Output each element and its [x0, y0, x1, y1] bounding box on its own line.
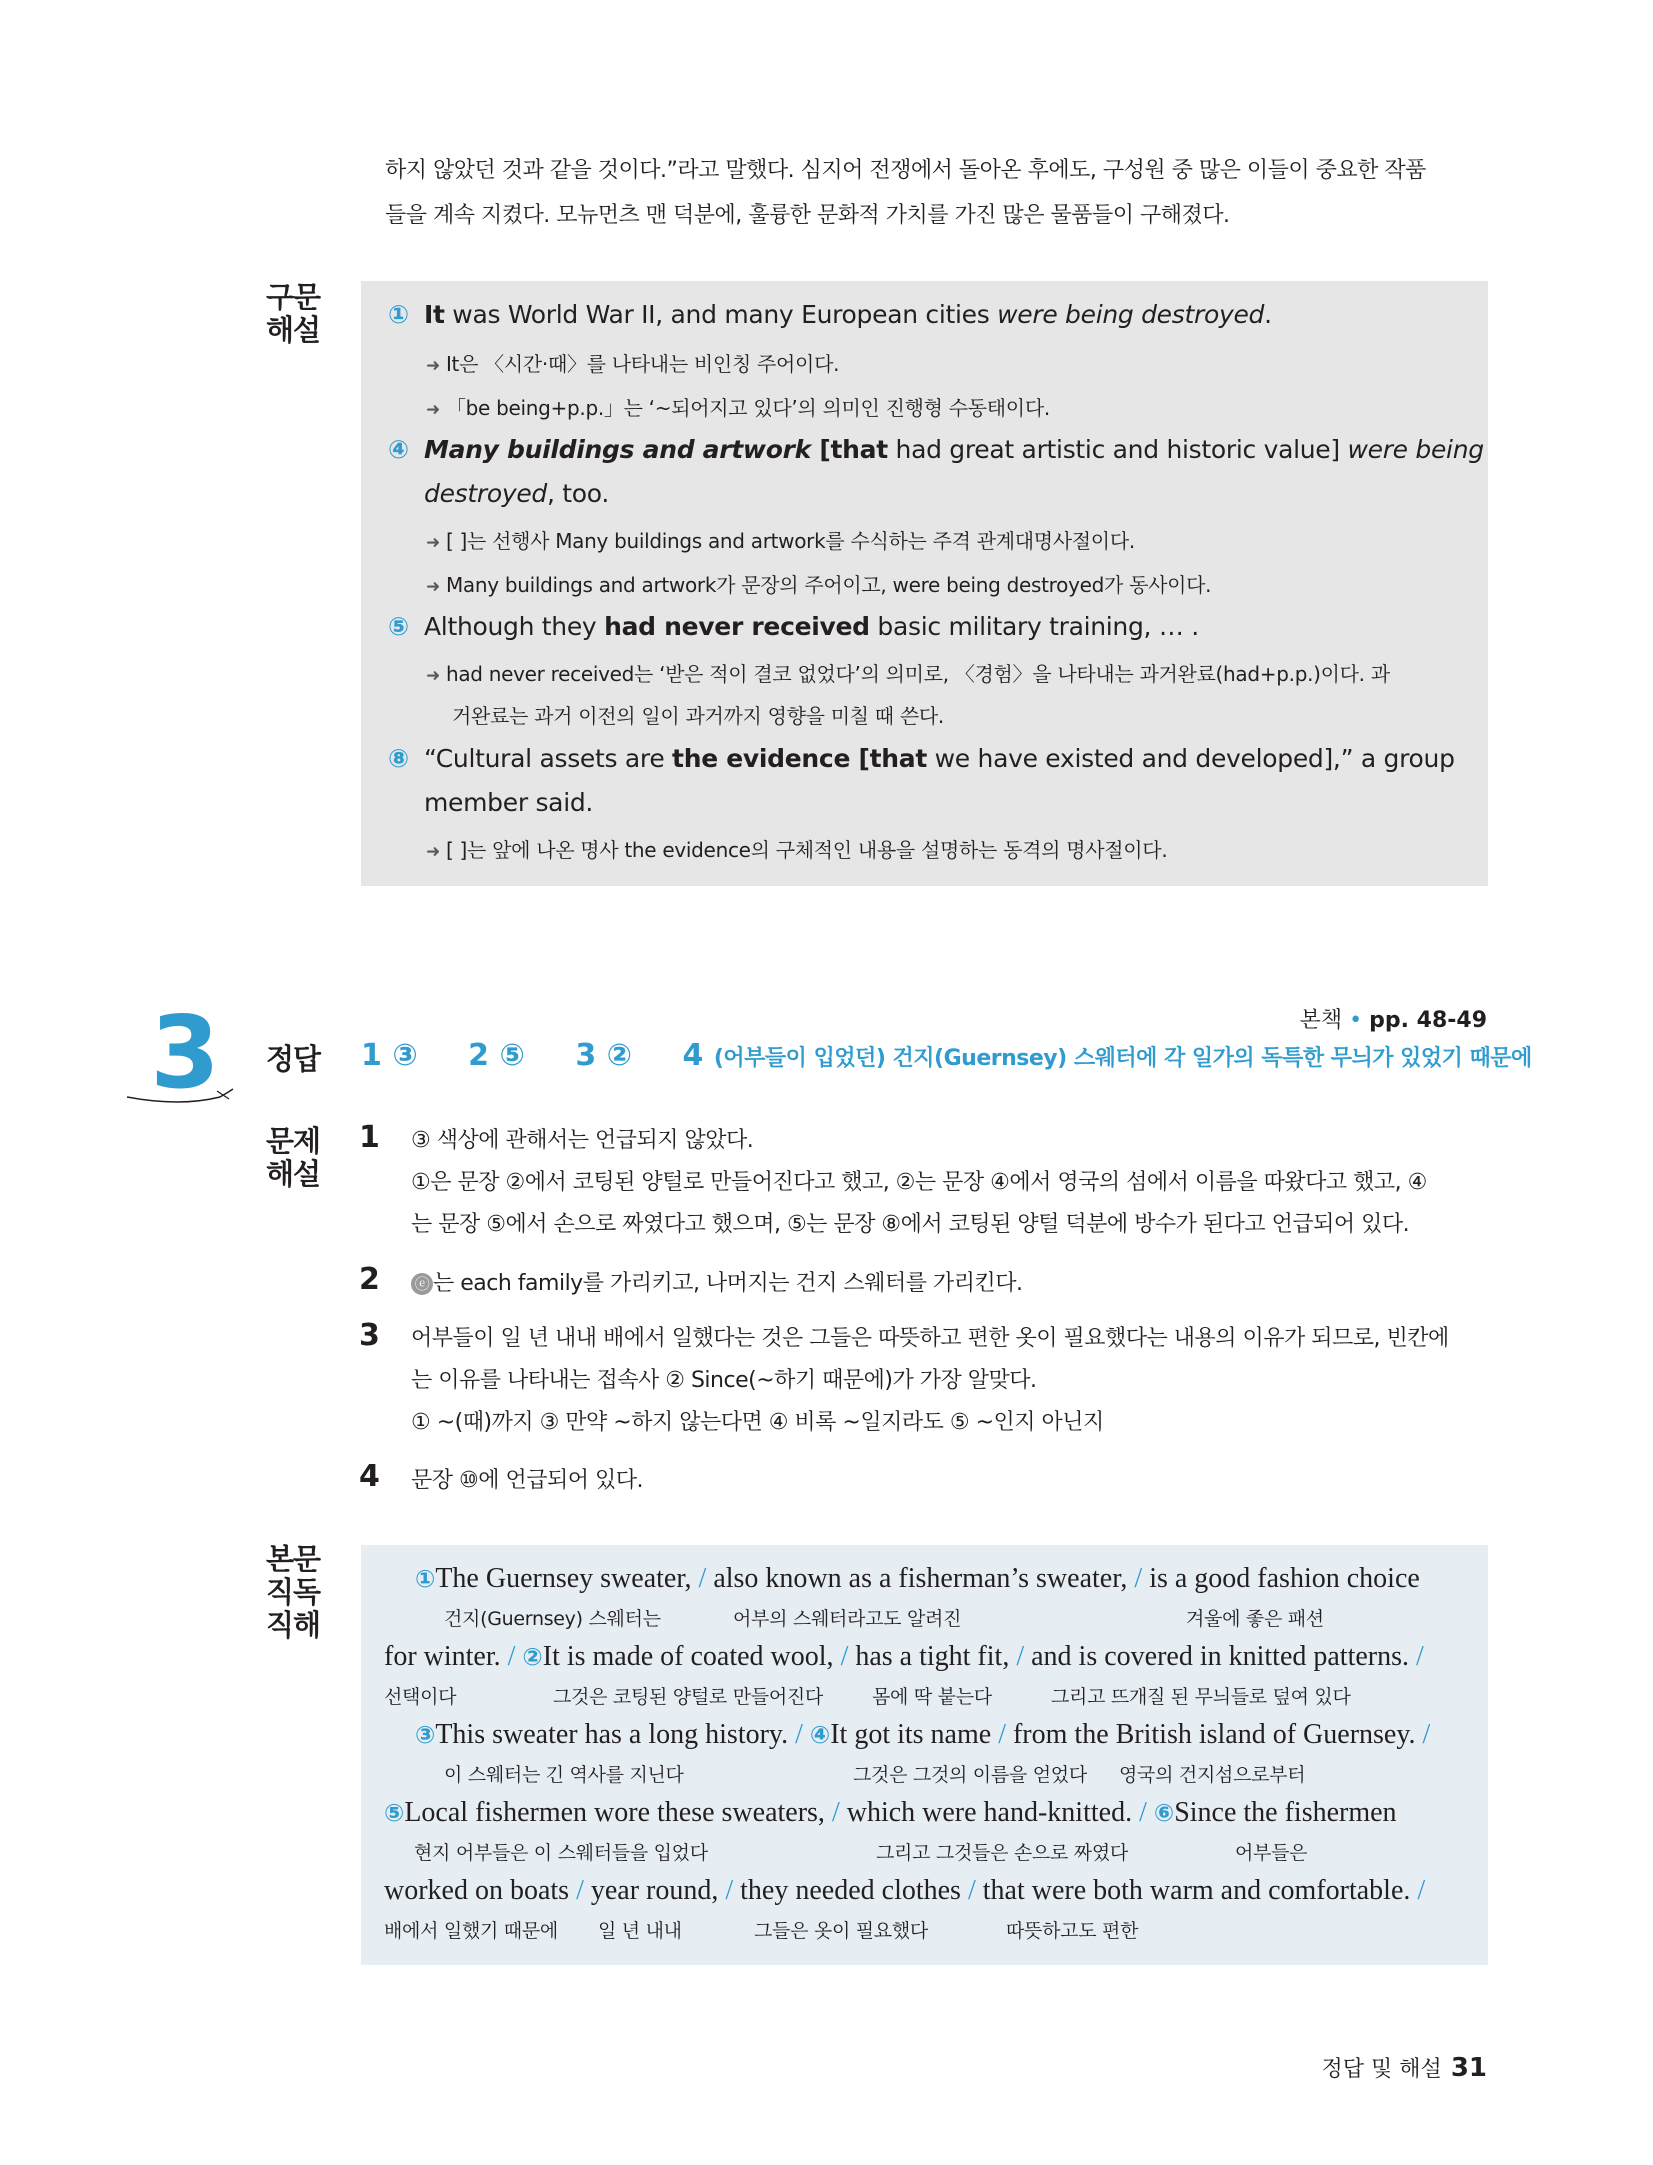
section-number: 3 [150, 994, 220, 1111]
answer-1: 1 ③ [361, 1038, 418, 1073]
reading-gloss: 어부들은 [1235, 1842, 1308, 1864]
grammar-note: ➜ 「be being+p.p.」는 ‘~되어지고 있다’의 의미인 진행형 수동태이다. [426, 396, 1050, 420]
problem-text: 는 문장 ⑤에서 손으로 짜였다고 했으며, ⑤는 문장 ⑧에서 코팅된 양털 덕분에 방수가 된다고 언급되어 있다. [411, 1212, 1410, 1237]
problem-text: 는 이유를 나타내는 접속사 ② Since(~하기 때문에)가 가장 알맞다. [411, 1368, 1037, 1393]
reading-gloss: 건지(Guernsey) 스웨터는 [444, 1608, 661, 1630]
reading-gloss: 따뜻하고도 편한 [1006, 1920, 1139, 1942]
reading-gloss: 그들은 옷이 필요했다 [754, 1920, 928, 1942]
intro-line-1: 하지 않았던 것과 같을 것이다.”라고 말했다. 심지어 전쟁에서 돌아온 후에도, 구성원 중 많은 이들이 중요한 작품 [385, 158, 1426, 183]
answer-label: 정답 [266, 1042, 321, 1076]
arrow-icon: ➜ [426, 666, 440, 686]
reading-gloss: 어부의 스웨터라고도 알려진 [733, 1608, 962, 1630]
problem-label: 문제 해설 [266, 1124, 321, 1191]
grammar-note: ➜ had never received는 ‘받은 적이 결코 없었다’의 의미로, 〈경험〉을 나타내는 과거완료(had+p.p.)이다. 과 [426, 662, 1390, 686]
arrow-icon: ➜ [426, 400, 440, 420]
reading-gloss: 겨울에 좋은 패션 [1186, 1608, 1324, 1630]
reading-gloss: 몸에 딱 붙는다 [872, 1686, 992, 1708]
grammar-sentence-4: Many buildings and artwork [that had great artistic and historic value] were being [424, 435, 1484, 464]
reading-gloss: 그리고 그것들은 손으로 짜였다 [876, 1842, 1128, 1864]
grammar-note: ➜ [ ]는 앞에 나온 명사 the evidence의 구체적인 내용을 설명하는 동격의 명사절이다. [426, 838, 1168, 862]
problem-text: 어부들이 일 년 내내 배에서 일했다는 것은 그들은 따뜻하고 편한 옷이 필요했다는 내용의 이유가 되므로, 빈칸에 [411, 1326, 1449, 1351]
grammar-note: ➜ It은 〈시간·때〉를 나타내는 비인칭 주어이다. [426, 352, 840, 376]
intro-line-2: 들을 계속 지켰다. 모뉴먼츠 맨 덕분에, 훌륭한 문화적 가치를 가진 많은 물품들이 구해졌다. [385, 203, 1230, 228]
answer-4: 4 [682, 1038, 704, 1073]
problem-number: 3 [359, 1318, 380, 1353]
reading-gloss: 그리고 뜨개질 된 무늬들로 덮여 있다 [1051, 1686, 1351, 1708]
problem-text: ⓔ 는 each family를 가리키고, 나머지는 건지 스웨터를 가리킨다. [411, 1266, 1022, 1297]
grammar-sentence-8: “Cultural assets are the evidence [that we have existed and developed],” a group [424, 744, 1455, 773]
arrow-icon: ➜ [426, 533, 440, 553]
page-footer [1321, 2052, 1487, 2083]
reading-gloss: 이 스웨터는 긴 역사를 지닌다 [444, 1764, 684, 1786]
grammar-number-5: ⑤ [388, 612, 410, 641]
grammar-note: ➜ [ ]는 선행사 Many buildings and artwork를 수식하는 주격 관계대명사절이다. [426, 529, 1135, 553]
grammar-note-cont: 거완료는 과거 이전의 일이 과거까지 영향을 미칠 때 쓴다. [452, 704, 944, 728]
grammar-number-4: ④ [388, 435, 410, 464]
reading-gloss: 현지 어부들은 이 스웨터들을 입었다 [414, 1842, 708, 1864]
arrow-icon: ➜ [426, 842, 440, 862]
grammar-sentence-1: It was World War II, and many European cities were being destroyed. [424, 300, 1272, 329]
grammar-number-8: ⑧ [388, 744, 410, 773]
grammar-sentence-4-cont: destroyed, too. [424, 479, 609, 508]
answer-2: 2 ⑤ [468, 1038, 525, 1073]
problem-text: ①은 문장 ②에서 코팅된 양털로 만들어진다고 했고, ②는 문장 ④에서 영국의 섬에서 이름을 따왔다고 했고, ④ [411, 1170, 1427, 1195]
reading-gloss: 영국의 건지섬으로부터 [1119, 1764, 1306, 1786]
arrow-icon: ➜ [426, 577, 440, 597]
grammar-sentence-5: Although they had never received basic military training, … . [424, 612, 1199, 641]
problem-number: 4 [359, 1459, 380, 1494]
grammar-sentence-8-cont: member said. [424, 788, 594, 817]
page-number: 31 [1450, 2053, 1487, 2083]
reading-gloss: 일 년 내내 [598, 1920, 682, 1942]
reading-gloss: 그것은 코팅된 양털로 만들어진다 [553, 1686, 823, 1708]
answer-row [361, 1038, 1532, 1073]
grammar-number-1: ① [388, 300, 410, 329]
reading-line-1: ①The Guernsey sweater, / also known as a fisherman’s sweater, / is a good fashion choice [415, 1563, 1420, 1594]
reading-line-4: ⑤Local fishermen wore these sweaters, / which were hand-knitted. / ⑥Since the fishermen [384, 1797, 1397, 1828]
reading-line-3: ③This sweater has a long history. / ④It got its name / from the British island of Guernsey. / [415, 1719, 1431, 1750]
arrow-icon: ➜ [426, 356, 440, 376]
problem-text: ① ~(때)까지 ③ 만약 ~하지 않는다면 ④ 비록 ~일지라도 ⑤ ~인지 아닌지 [411, 1410, 1104, 1435]
grammar-label: 구문 해설 [266, 280, 321, 347]
problem-text: ③ 색상에 관해서는 언급되지 않았다. [411, 1128, 754, 1153]
problem-number: 1 [359, 1120, 380, 1155]
grammar-note: ➜ Many buildings and artwork가 문장의 주어이고, were being destroyed가 동사이다. [426, 573, 1212, 597]
problem-text: 문장 ⑩에 언급되어 있다. [411, 1468, 643, 1493]
reading-line-2: for winter. / ②It is made of coated wool, / has a tight fit, / and is covered in knitted patterns. / [384, 1641, 1424, 1672]
problem-number: 2 [359, 1262, 380, 1297]
reading-gloss: 배에서 일했기 때문에 [384, 1920, 558, 1942]
reading-gloss: 그것은 그것의 이름을 얻었다 [853, 1764, 1087, 1786]
reading-label: 본문 직독 직해 [266, 1542, 321, 1642]
page-reference: 본책 • pp. 48-49 [1299, 1008, 1487, 1033]
circled-e-icon: ⓔ [411, 1273, 433, 1295]
reading-gloss: 선택이다 [384, 1686, 457, 1708]
answer-4-text: (어부들이 입었던) 건지(Guernsey) 스웨터에 각 일가의 독특한 무늬가 있었기 때문에 [713, 1046, 1532, 1071]
answer-3: 3 ② [575, 1038, 633, 1073]
reading-line-5: worked on boats / year round, / they needed clothes / that were both warm and comfortable. / [384, 1875, 1426, 1906]
section-underline-swoosh [125, 1085, 235, 1105]
footer-label: 정답 및 해설 [1321, 2057, 1442, 2082]
